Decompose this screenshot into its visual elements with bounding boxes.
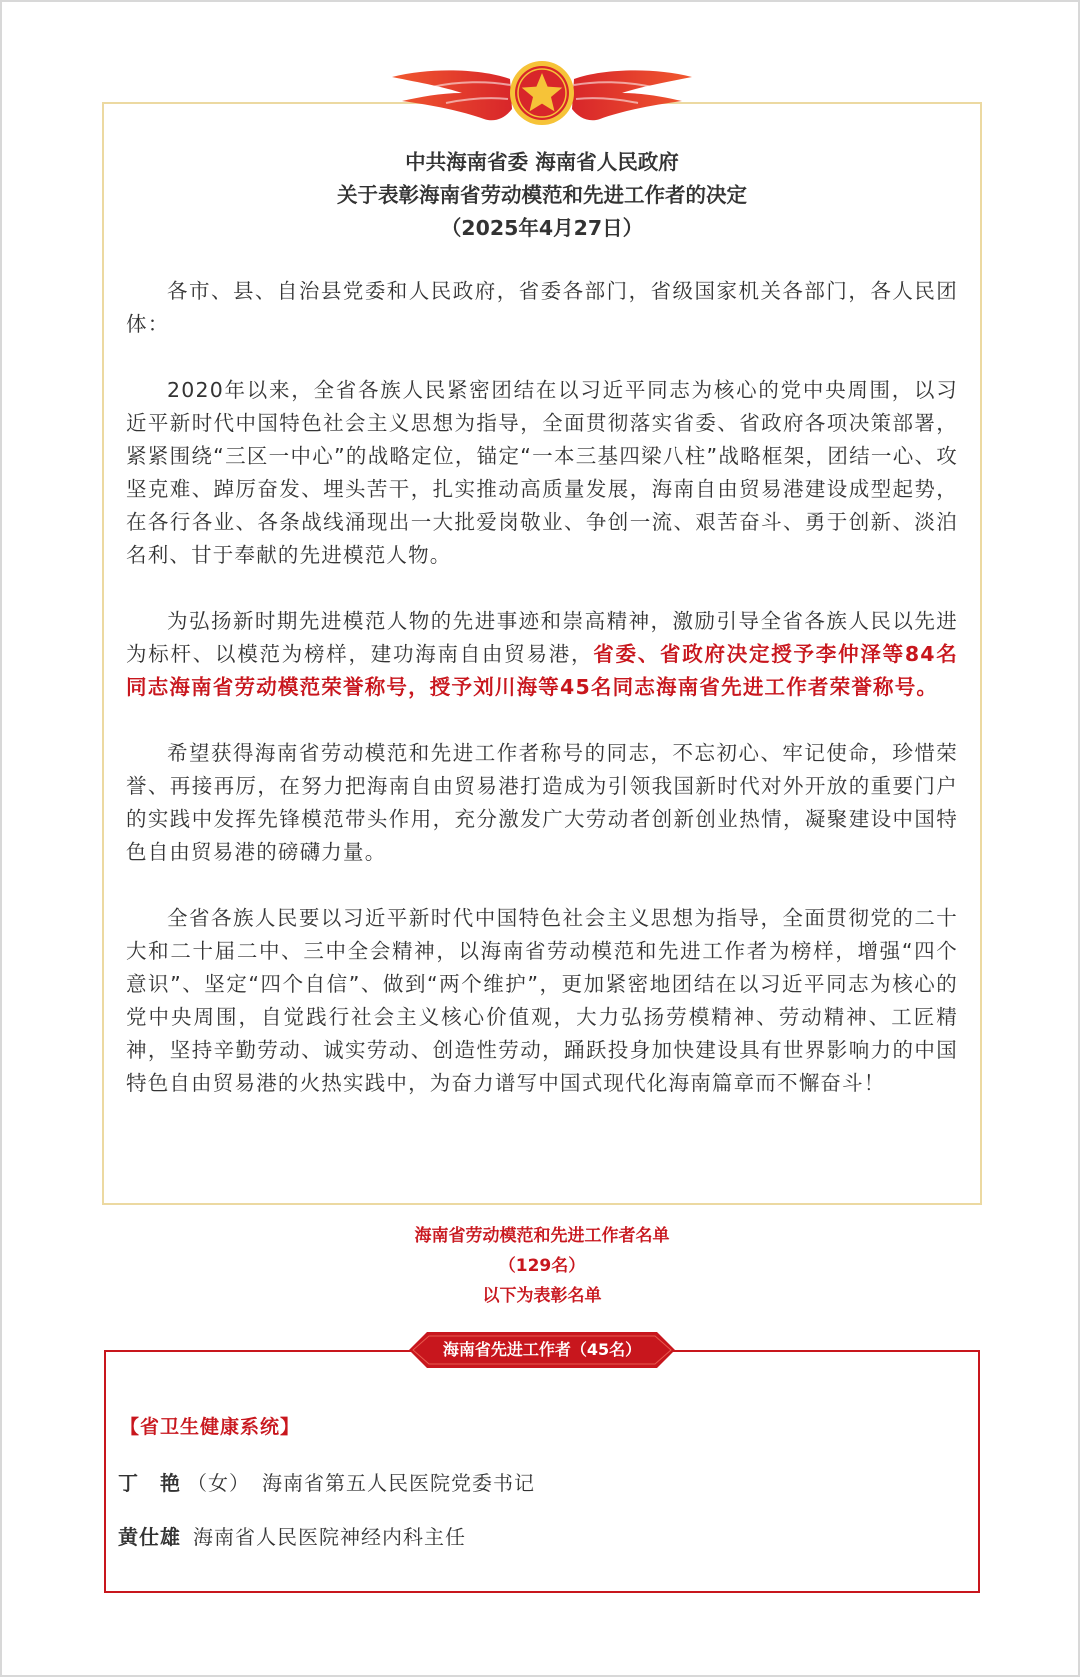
ribbon-label: 海南省先进工作者（45名） xyxy=(442,1340,642,1359)
person-title: 海南省第五人民医院党委书记 xyxy=(262,1471,535,1495)
category-label: 【省卫生健康系统】 xyxy=(120,1416,301,1438)
list-header-count: （129名） xyxy=(498,1256,586,1276)
star-emblem-icon xyxy=(392,57,692,133)
person-name: 丁 艳 xyxy=(118,1471,181,1495)
paragraph-3: 希望获得海南省劳动模范和先进工作者称号的同志，不忘初心、牢记使命，珍惜荣誉、再接再厉，在努力把海南自由贸易港打造成为引领我国新时代对外开放的重要门户的实践中发挥先锋模范带头作用，充分激发广大劳动者创新创业热情，凝聚建设中国特色自由贸易港的磅礴力量。 xyxy=(126,741,958,864)
paragraph-2-text: 为弘扬新时期先进模范人物的先进事迹和崇高精神，激励引导全省各族人民以先进为标杆、以模范为榜样，建功海南自由贸易港， xyxy=(126,609,958,666)
salutation-paragraph: 各市、县、自治县党委和人民政府，省委各部门，省级国家机关各部门，各人民团体： xyxy=(126,279,958,336)
paragraph-4: 全省各族人民要以习近平新时代中国特色社会主义思想为指导，全面贯彻党的二十大和二十届二中、三中全会精神，以海南省劳动模范和先进工作者为榜样，增强“四个意识”、坚定“四个自信”、做到“两个维护”，更加紧密地团结在以习近平同志为核心的党中央周围，自觉践行社会主义核心价值观，大力弘扬劳模精神、劳动精神、工匠精神，坚持辛勤劳动、诚实劳动、创造性劳动，踊跃投身加快建设具有世界影响力的中国特色自由贸易港的火热实践中，为奋力谱写中国式现代化海南篇章而不懈奋斗！ xyxy=(126,906,958,1095)
list-item xyxy=(118,1467,535,1496)
person-title: 海南省人民医院神经内科主任 xyxy=(193,1525,466,1549)
list-header xyxy=(2,1221,1080,1311)
document-date: （2025年4月27日） xyxy=(440,216,644,240)
list-item xyxy=(118,1521,466,1550)
person-note: （女） xyxy=(187,1471,250,1495)
document-title xyxy=(126,146,958,245)
person-name: 黄仕雄 xyxy=(118,1525,181,1549)
paragraph-1: 2020年以来，全省各族人民紧密团结在以习近平同志为核心的党中央周围，以习近平新时代中国特色社会主义思想为指导，全面贯彻落实省委、省政府各项决策部署，紧紧围绕“三区一中心”的战略定位，锚定“一本三基四梁八柱”战略框架，团结一心、攻坚克难、踔厉奋发、埋头苦干，扎实推动高质量发展，海南自由贸易港建设成型起势，在各行各业、各条战线涌现出一大批爱岗敬业、争创一流、艰苦奋斗、勇于创新、淡泊名利、甘于奉献的先进模范人物。 xyxy=(126,378,958,567)
list-header-title: 海南省劳动模范和先进工作者名单 xyxy=(414,1226,670,1246)
title-line-2: 关于表彰海南省劳动模范和先进工作者的决定 xyxy=(337,183,747,207)
title-line-1: 中共海南省委 海南省人民政府 xyxy=(405,150,679,174)
decision-box xyxy=(102,102,982,1205)
paragraph-2 xyxy=(126,605,958,704)
paragraph-2-highlight: 省委、省政府决定授予李仲泽等84名同志海南省劳动模范荣誉称号，授予刘川海等45名同志海南省先进工作者荣誉称号。 xyxy=(126,642,958,699)
list-header-subtitle: 以下为表彰名单 xyxy=(482,1286,602,1306)
